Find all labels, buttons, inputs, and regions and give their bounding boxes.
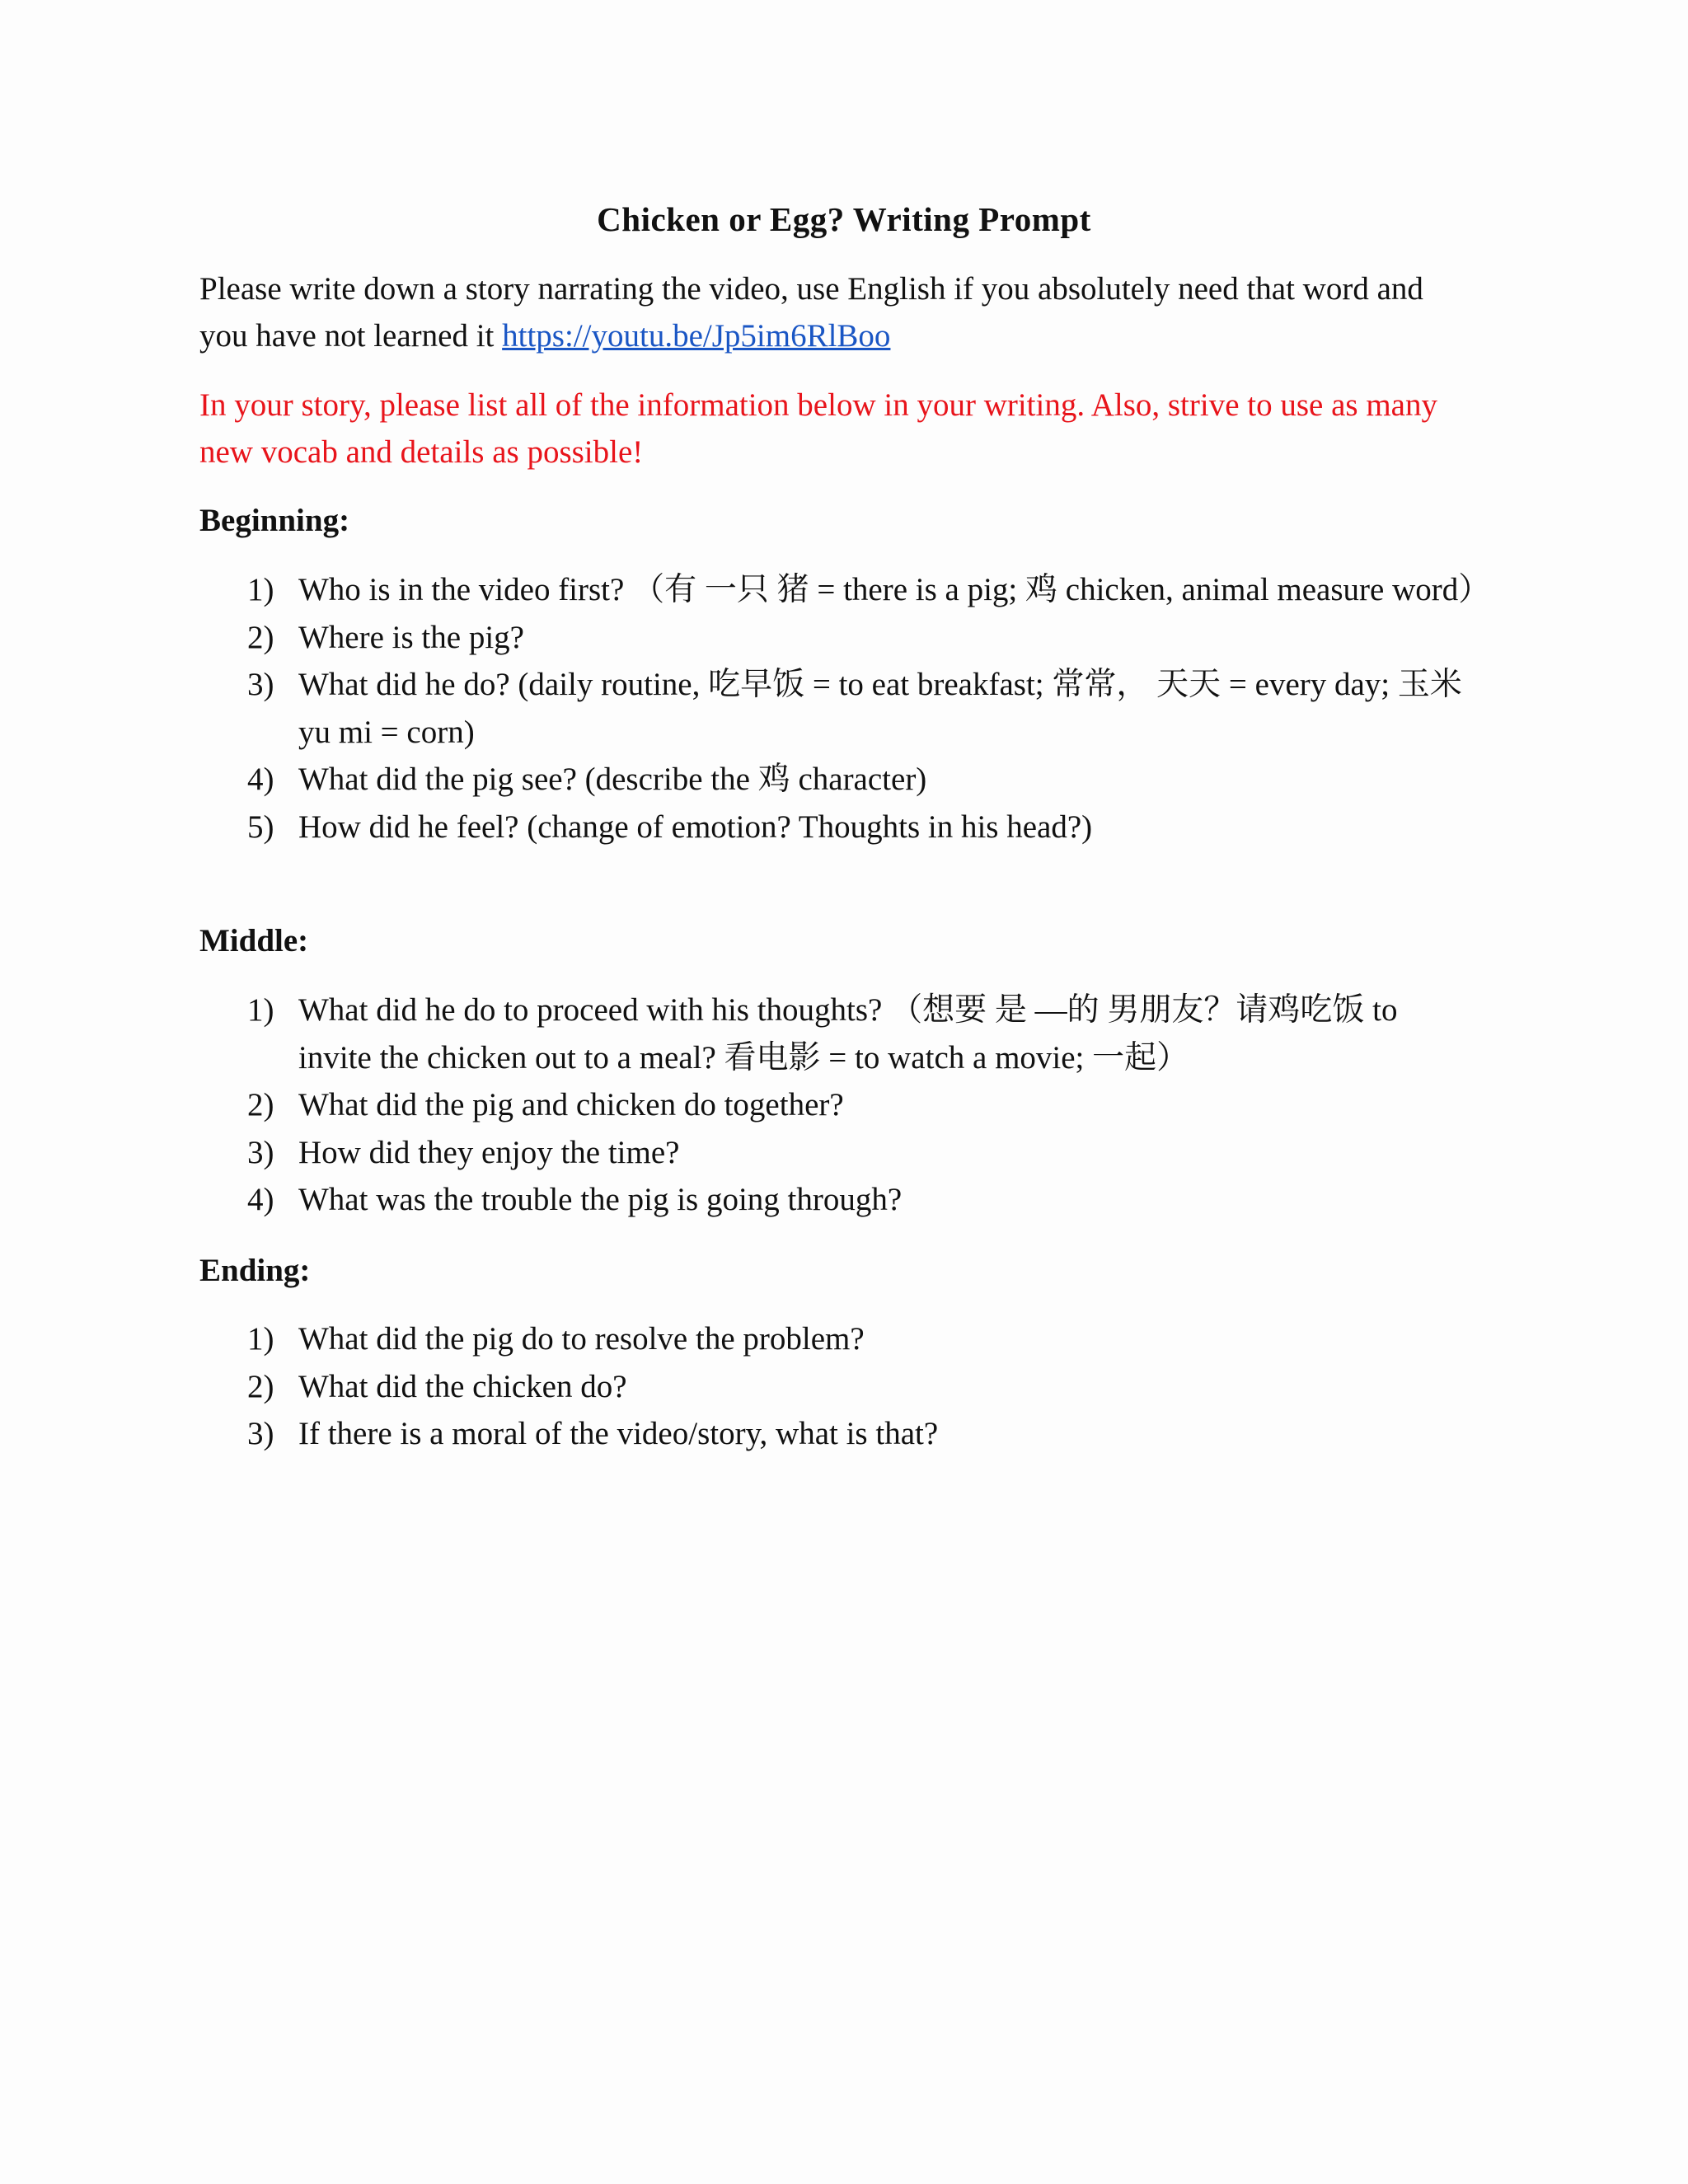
section-heading-middle: Middle: xyxy=(199,923,309,958)
item-text: Where is the pig? xyxy=(298,619,524,655)
item-text: What did the pig and chicken do together? xyxy=(298,1087,844,1122)
item-number: 4) xyxy=(247,1182,274,1217)
question-list-beginning xyxy=(247,566,1491,851)
intro-text: Please write down a story narrating the video, use English if you absolutely need that word and you have not learned it xyxy=(199,271,1423,354)
section-heading-ending: Ending: xyxy=(199,1253,311,1288)
item-text: What did he do to proceed with his thoughts? （想要 是 —的 男朋友？请鸡吃饭 to invite the chicken out to a meal? 看电影 = to watch a movie; 一起） xyxy=(298,992,1398,1076)
instruction-paragraph: In your story, please list all of the information below in your writing. Also, strive to use as many new vocab and details as possible! xyxy=(199,387,1437,470)
item-text: What did the pig see? (describe the 鸡 character) xyxy=(298,762,927,797)
item-text: What was the trouble the pig is going through? xyxy=(298,1182,903,1217)
item-number: 3) xyxy=(247,1416,274,1451)
list-item xyxy=(247,1081,1475,1129)
item-number: 3) xyxy=(247,1134,274,1170)
list-item xyxy=(247,1363,1475,1411)
item-number: 1) xyxy=(247,992,274,1028)
list-item xyxy=(247,987,1475,1081)
list-item xyxy=(247,1410,1475,1458)
item-number: 2) xyxy=(247,1368,274,1404)
item-text: What did the pig do to resolve the problem? xyxy=(298,1321,865,1357)
item-number: 2) xyxy=(247,619,274,655)
list-item xyxy=(247,614,1475,662)
item-text: What did he do? (daily routine, 吃早饭 = to eat breakfast; 常常， 天天 = every day; 玉米 yu mi = corn) xyxy=(298,667,1462,750)
item-text: How did he feel? (change of emotion? Thoughts in his head?) xyxy=(298,808,1093,845)
list-item xyxy=(247,804,1475,851)
item-text: If there is a moral of the video/story, what is that? xyxy=(298,1416,939,1451)
item-text: How did they enjoy the time? xyxy=(298,1134,680,1170)
item-number: 5) xyxy=(247,808,274,845)
list-item xyxy=(247,566,1491,614)
list-item xyxy=(247,756,1475,804)
question-list-ending xyxy=(247,1315,1475,1458)
item-number: 1) xyxy=(247,1321,274,1357)
list-item xyxy=(247,1129,1475,1177)
intro-paragraph xyxy=(199,265,1469,359)
section-heading-beginning: Beginning: xyxy=(199,503,350,538)
item-number: 4) xyxy=(247,762,274,797)
item-number: 1) xyxy=(247,572,274,607)
item-text: Who is in the video first? （有 一只 猪 = there is a pig; 鸡 chicken, animal measure word） xyxy=(298,572,1491,607)
list-item xyxy=(247,1315,1475,1363)
list-item xyxy=(247,661,1475,756)
item-text: What did the chicken do? xyxy=(298,1368,627,1404)
list-item xyxy=(247,1176,1475,1224)
question-list-middle xyxy=(247,987,1475,1224)
item-number: 2) xyxy=(247,1087,274,1122)
document-title: Chicken or Egg? Writing Prompt xyxy=(597,200,1091,238)
video-link[interactable]: https://youtu.be/Jp5im6RlBoo xyxy=(502,318,891,354)
item-number: 3) xyxy=(247,667,274,702)
